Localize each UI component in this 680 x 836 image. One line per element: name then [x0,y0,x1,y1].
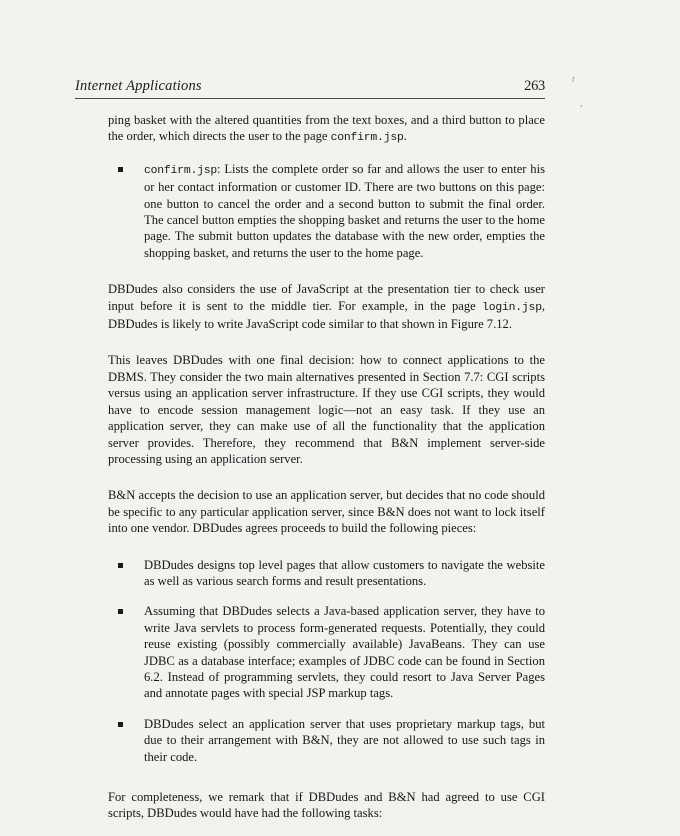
list-item [108,716,545,765]
page-number: 263 [524,78,545,94]
list-item-text: DBDudes select an application server that uses proprietary markup tags, but due to their arrangement with B&N, they are not allowed to use such tags in their code. [144,716,545,764]
square-bullet-icon [118,167,123,172]
javascript-text-2: , DBDudes is likely to write JavaScript code similar to that shown in Figure 7.12. [108,298,545,332]
inline-code-login-jsp: login.jsp [482,301,542,314]
closing-paragraph: For completeness, we remark that if DBDudes and B&N had agreed to use CGI scripts, DBDudes would have had the following tasks: [108,790,545,821]
list-item-text: DBDudes designs top level pages that allow customers to navigate the website as well as various search forms and result presentations. [144,557,545,588]
list-item [108,603,545,701]
margin-mark-top: t [572,74,575,84]
bullet-list-top [108,161,545,261]
inline-code-confirm-jsp: confirm.jsp [330,132,404,145]
square-bullet-icon [118,563,123,568]
square-bullet-icon [118,609,123,614]
page-title: Internet Applications [75,78,202,94]
list-item-text: : Lists the complete order so far and allows the user to enter his or her contact information or customer ID. There are two buttons on this page: one button to cancel the order and a second button to submit the final order. The cancel button empties the shopping basket and returns the user to the home page. The submit button updates the database with the new order, empties the shopping basket, and returns the user to the home page. [144,161,545,260]
inline-code-confirm-jsp-lead: confirm.jsp [144,164,217,177]
square-bullet-icon [118,722,123,727]
paragraph-gap-5 [108,779,545,789]
javascript-paragraph [108,281,545,332]
page-header [75,78,545,99]
javascript-text-1: DBDudes also considers the use of JavaScript at the presentation tier to check user input before it is sent to the middle tier. For example, in the page [108,282,545,313]
connect-applications-paragraph: This leaves DBDudes with one final decision: how to connect applications to the DBMS. They consider the two main alternatives presented in Section 7.7: CGI scripts versus using an application server infrastructure. If they use CGI scripts, they would have to encode session management logic—not an easy task. If they use an application server, they can make use of all the functionality that the application server provides. Therefore, they recommend that B&N implement server-side processing using an application server. [108,353,545,466]
body-column [108,112,545,836]
list-item [108,161,545,261]
bullet-list-bottom [108,557,545,765]
margin-mark-lower: , [580,97,583,109]
list-item-text: Assuming that DBDudes selects a Java-based application server, they have to write Java servlets to process form-generated requests. Potentially, they could reuse existing (possibly commercially available) JavaBeans. They can use JDBC as a database interface; examples of JDBC code can be found in Section 6.2. Instead of programming servlets, they could resort to Java Server Pages and annotate pages with special JSP markup tags. [144,604,545,701]
continuation-paragraph [108,112,545,147]
continuation-text-2: . [403,129,407,144]
continuation-text-1: ping basket with the altered quantities from the text boxes, and a third button to place the order, which directs the user to the page [108,113,545,144]
list-item [108,557,545,590]
vendor-lockin-paragraph: B&N accepts the decision to use an application server, but decides that no code should be specific to any particular application server, since B&N does not want to lock itself into one vendor. DBDudes agrees proceeds to build the following pieces: [108,488,545,536]
